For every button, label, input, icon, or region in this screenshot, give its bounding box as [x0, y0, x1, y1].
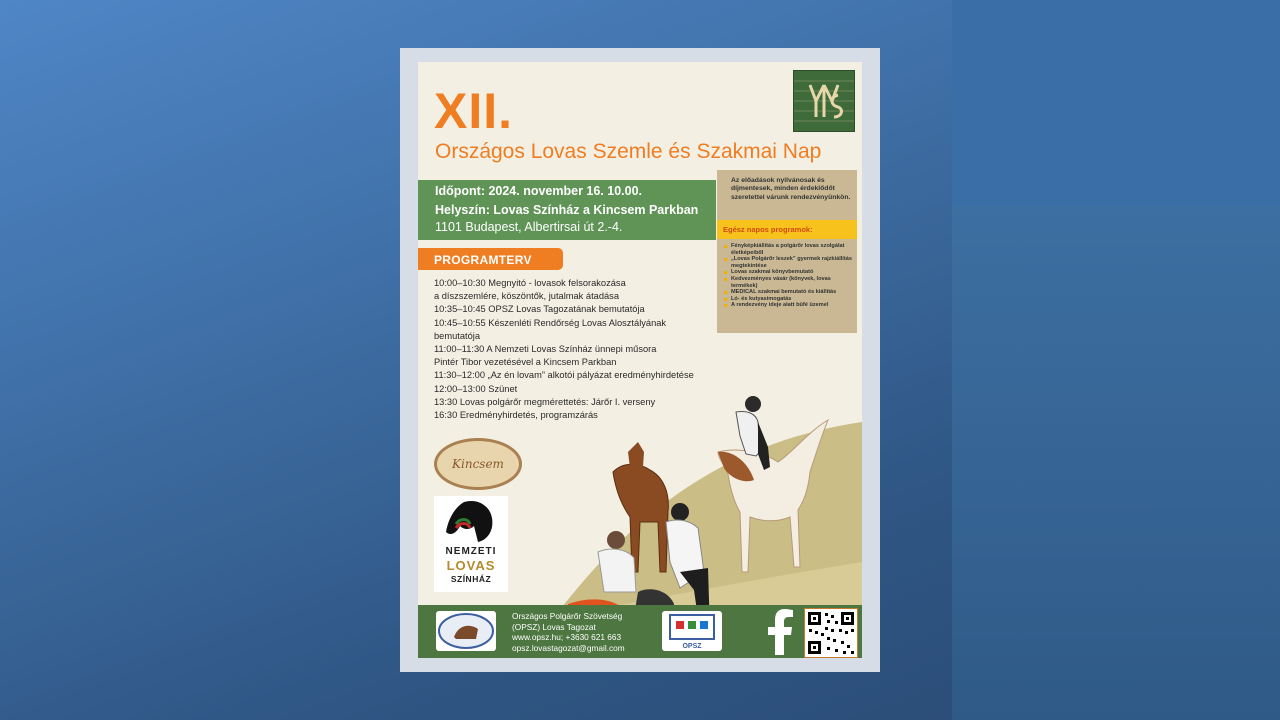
allday-item: Kedvezményes vásár (könyvek, lovas termékek) [731, 276, 853, 289]
program-heading-pill [418, 248, 563, 270]
info-band [418, 180, 716, 240]
opsz-badge-text: OPSZ [682, 643, 702, 650]
nemzeti-line2: LOVAS [446, 558, 496, 573]
panel-lower [952, 206, 1280, 720]
qr-code[interactable] [804, 608, 858, 658]
event-poster [418, 62, 862, 658]
nemzeti-line3: SZÍNHÁZ [450, 574, 492, 584]
background-right-panel [952, 0, 1280, 720]
footer-contact [512, 611, 625, 653]
panel-upper [952, 0, 1280, 206]
footer-web-phone: www.opsz.hu; +3630 621 663 [512, 632, 622, 643]
schedule-line: 10:00–10:30 Megnyitó - lovasok felsorakozása [434, 278, 626, 288]
allday-heading: Egész napos programok: [723, 225, 813, 234]
nemzeti-line1: NEMZETI [445, 546, 497, 557]
nemzeti-lovas-szinhaz-logo [434, 496, 508, 592]
schedule-line: 10:35–10:45 OPSZ Lovas Tagozatának bemutatója [434, 304, 645, 315]
poster-title: Országos Lovas Szemle és Szakmai Nap [435, 140, 822, 163]
schedule-line: 12:00–13:00 Szünet [434, 383, 518, 394]
schedule-line: 11:30–12:00 „Az én lovam” alkotói pályázat eredményhirdetése [434, 370, 694, 381]
poster-title-number: XII. [434, 83, 514, 139]
allday-item: Ló- és kutyasimogatás [731, 296, 853, 303]
event-date: Időpont: 2024. november 16. 10.00. [435, 184, 643, 198]
allday-heading-box [717, 220, 857, 239]
event-venue: Helyszín: Lovas Színház a Kincsem Parkban [435, 203, 699, 217]
event-address: 1101 Budapest, Albertirsai út 2.-4. [435, 220, 623, 234]
allday-item: MEDICAL szakmai bemutató és kiállítás [731, 289, 853, 296]
poster-footer [418, 605, 862, 658]
opsz-badge [662, 611, 722, 651]
schedule-line: 11:00–11:30 A Nemzeti Lovas Színház ünnepi műsora [434, 344, 657, 355]
allday-list [717, 239, 857, 333]
schedule-line: Pintér Tibor vezetésével a Kincsem Parkban [434, 357, 617, 368]
schedule-line: 16:30 Eredményhirdetés, programzárás [434, 410, 598, 421]
footer-division: (OPSZ) Lovas Tagozat [512, 621, 596, 632]
allday-item: Fényképkiállítás a polgárőr lovas szolgálat életképeiből [731, 243, 853, 256]
allday-item: A rendezvény ideje alatt büfé üzemel [731, 302, 853, 309]
allday-item: Lovas szakmai könyvbemutató [731, 269, 853, 276]
kincsem-logo [434, 438, 522, 490]
footer-org: Országos Polgárőr Szövetség [512, 611, 623, 621]
kincsem-logo-text: Kincsem [452, 457, 504, 471]
allday-item: „Lovas Polgárőr leszek” gyermek rajzkiállítás megtekintése [731, 256, 852, 269]
schedule-line: 13:30 Lovas polgárőr megmérettetés: Járőr I. verseny [434, 396, 656, 407]
schedule-line: bemutatója [434, 330, 480, 341]
note-text: Az előadások nyilvánosak és díjmentesek, minden érdeklődőt szeretettel várunk rendezvényünkön. [731, 177, 851, 201]
program-heading: PROGRAMTERV [434, 253, 532, 267]
schedule-line: a díszszemlére, köszöntők, jutalmak átadása [434, 291, 619, 302]
opsz-lovas-badge [436, 611, 496, 651]
footer-email: opsz.lovastagozat@gmail.com [512, 642, 625, 653]
facebook-icon[interactable] [762, 609, 798, 655]
note-box [717, 170, 857, 220]
schedule-line: 10:45–10:55 Készenléti Rendőrség Lovas Alosztályának [434, 317, 667, 328]
horse-head-icon [434, 496, 508, 544]
monogram-logo [793, 70, 855, 132]
